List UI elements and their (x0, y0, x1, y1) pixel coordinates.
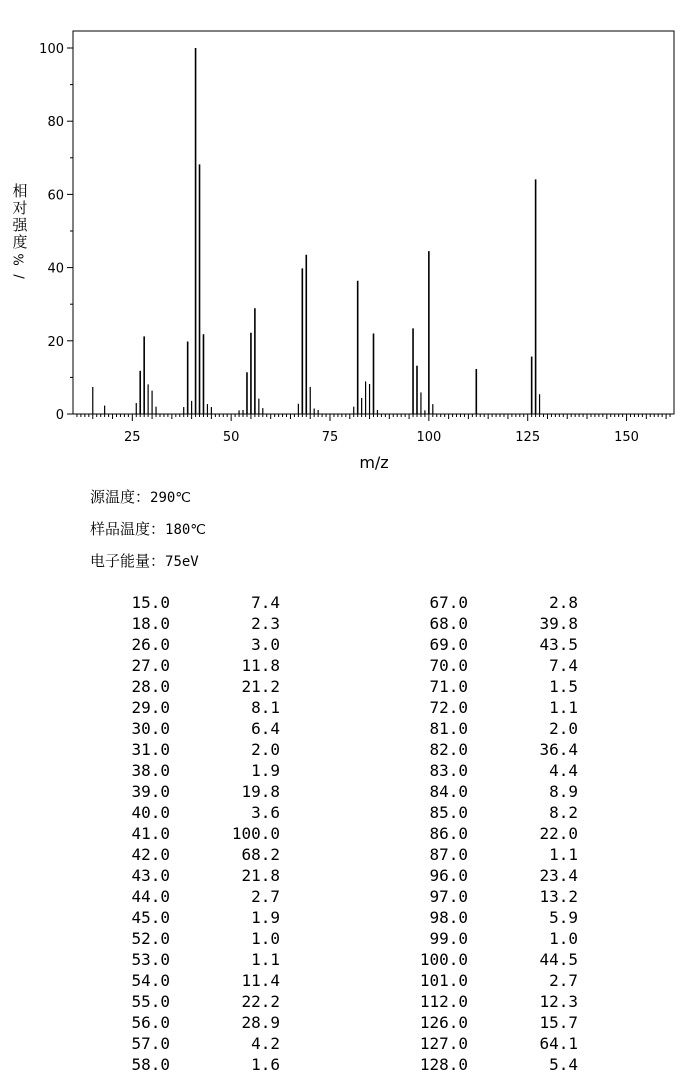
peak-mz: 40.0 (131, 803, 170, 822)
peak-intensity: 7.4 (251, 593, 280, 612)
peak-mz: 85.0 (429, 803, 468, 822)
y-axis-label-char: 强 (12, 216, 28, 234)
peak-mz: 54.0 (131, 971, 170, 990)
peak-table-row (0, 613, 696, 634)
peak-intensity: 4.2 (251, 1034, 280, 1053)
peak-table-row (0, 823, 696, 844)
peak-mz: 52.0 (131, 929, 170, 948)
x-tick-label: 125 (515, 430, 541, 445)
peak-mz: 101.0 (419, 971, 468, 990)
peak-intensity: 28.9 (241, 1013, 280, 1032)
peak-mz: 100.0 (419, 950, 468, 969)
peak-intensity: 3.6 (251, 803, 280, 822)
peak-mz: 126.0 (419, 1013, 468, 1032)
peak-table-row (0, 655, 696, 676)
peak-intensity: 22.2 (241, 992, 280, 1011)
peak-intensity: 8.2 (549, 803, 578, 822)
sample-temperature-value: 180℃ (165, 522, 207, 538)
peak-intensity: 12.3 (539, 992, 578, 1011)
peak-intensity: 19.8 (241, 782, 280, 801)
peak-mz: 18.0 (131, 614, 170, 633)
peak-intensity: 1.1 (549, 698, 578, 717)
peak-intensity: 5.4 (549, 1055, 578, 1074)
peak-mz: 38.0 (131, 761, 170, 780)
peak-mz: 69.0 (429, 635, 468, 654)
source-temperature (90, 486, 191, 507)
peak-table-row (0, 865, 696, 886)
peak-table-row (0, 991, 696, 1012)
peak-intensity: 21.2 (241, 677, 280, 696)
peak-table-row (0, 781, 696, 802)
y-axis-label-char: / (12, 274, 28, 279)
peak-mz: 127.0 (419, 1034, 468, 1053)
peak-mz: 67.0 (429, 593, 468, 612)
peak-mz: 128.0 (419, 1055, 468, 1074)
peak-mz: 86.0 (429, 824, 468, 843)
y-tick-label: 0 (55, 408, 64, 423)
peak-mz: 28.0 (131, 677, 170, 696)
peak-table-row (0, 802, 696, 823)
x-tick-label: 75 (321, 430, 339, 445)
x-tick-label: 50 (222, 430, 240, 445)
peak-intensity: 2.3 (251, 614, 280, 633)
electron-energy-value: 75eV (165, 554, 199, 570)
peak-mz: 15.0 (131, 593, 170, 612)
peak-mz: 112.0 (419, 992, 468, 1011)
peak-mz: 30.0 (131, 719, 170, 738)
peak-mz: 68.0 (429, 614, 468, 633)
y-tick-label: 20 (47, 334, 64, 350)
peak-intensity: 21.8 (241, 866, 280, 885)
peak-table-right (0, 592, 696, 1075)
peak-table-row (0, 1012, 696, 1033)
peak-mz: 58.0 (131, 1055, 170, 1074)
peak-mz: 97.0 (429, 887, 468, 906)
electron-energy (90, 550, 199, 571)
peak-table-row (0, 970, 696, 991)
peak-table-row (0, 844, 696, 865)
peak-mz: 57.0 (131, 1034, 170, 1053)
peak-intensity: 13.2 (539, 887, 578, 906)
peak-table-row (0, 697, 696, 718)
x-tick-label: 100 (416, 430, 442, 445)
peak-intensity: 11.8 (241, 656, 280, 675)
peak-table-row (0, 676, 696, 697)
y-tick-label: 100 (39, 42, 64, 57)
source-temperature-label: 源温度： (90, 488, 151, 506)
peak-intensity: 4.4 (549, 761, 578, 780)
peak-intensity: 15.7 (539, 1013, 578, 1032)
peak-intensity: 1.0 (251, 929, 280, 948)
peak-mz: 42.0 (131, 845, 170, 864)
peak-mz: 70.0 (429, 656, 468, 675)
peak-mz: 31.0 (131, 740, 170, 759)
peak-mz: 43.0 (131, 866, 170, 885)
peak-mz: 81.0 (429, 719, 468, 738)
peak-intensity: 2.0 (251, 740, 280, 759)
peak-intensity: 7.4 (549, 656, 578, 675)
peak-intensity: 3.0 (251, 635, 280, 654)
y-axis-label-char: % (12, 253, 28, 266)
peak-mz: 27.0 (131, 656, 170, 675)
peak-intensity: 100.0 (231, 824, 280, 843)
y-axis-label (10, 183, 30, 285)
sample-temperature (90, 518, 206, 539)
peak-intensity: 39.8 (539, 614, 578, 633)
spectrum-peaks (93, 48, 540, 414)
y-axis-label-char: 对 (12, 199, 28, 217)
peak-intensity: 6.4 (251, 719, 280, 738)
peak-intensity: 8.9 (549, 782, 578, 801)
y-tick-label: 40 (47, 261, 64, 277)
peak-mz: 84.0 (429, 782, 468, 801)
peak-mz: 99.0 (429, 929, 468, 948)
peak-table-row (0, 1054, 696, 1075)
peak-intensity: 8.1 (251, 698, 280, 717)
x-axis-ticks (77, 414, 670, 445)
peak-intensity: 1.9 (251, 761, 280, 780)
peak-mz: 96.0 (429, 866, 468, 885)
y-tick-label: 80 (47, 115, 64, 131)
peak-intensity: 2.0 (549, 719, 578, 738)
peak-intensity: 68.2 (241, 845, 280, 864)
x-tick-label: 25 (124, 430, 141, 445)
peak-intensity: 1.6 (251, 1055, 280, 1074)
peak-table-row (0, 928, 696, 949)
peak-mz: 53.0 (131, 950, 170, 969)
peak-table-row (0, 1033, 696, 1054)
peak-intensity: 44.5 (539, 950, 578, 969)
x-axis-label: m/z (359, 453, 389, 472)
peak-intensity: 1.5 (549, 677, 578, 696)
peak-intensity: 1.1 (251, 950, 280, 969)
peak-intensity: 23.4 (539, 866, 578, 885)
y-axis-label-char: 相 (12, 182, 28, 200)
peak-table-row (0, 634, 696, 655)
peak-table-row (0, 886, 696, 907)
peak-mz: 72.0 (429, 698, 468, 717)
mass-spectrum-chart (0, 0, 696, 480)
y-axis-label-char: 度 (12, 233, 28, 251)
peak-intensity: 43.5 (539, 635, 578, 654)
peak-table-row (0, 760, 696, 781)
y-tick-label: 60 (47, 188, 64, 204)
peak-intensity: 2.7 (549, 971, 578, 990)
sample-temperature-label: 样品温度： (90, 520, 166, 538)
peak-table-row (0, 907, 696, 928)
peak-intensity: 5.9 (549, 908, 578, 927)
peak-mz: 41.0 (131, 824, 170, 843)
peak-mz: 26.0 (131, 635, 170, 654)
y-axis-ticks (39, 42, 73, 423)
peak-mz: 56.0 (131, 1013, 170, 1032)
peak-intensity: 36.4 (539, 740, 578, 759)
peak-intensity: 11.4 (241, 971, 280, 990)
peak-intensity: 22.0 (539, 824, 578, 843)
electron-energy-label: 电子能量： (90, 552, 166, 570)
peak-mz: 44.0 (131, 887, 170, 906)
peak-mz: 29.0 (131, 698, 170, 717)
peak-mz: 87.0 (429, 845, 468, 864)
peak-intensity: 2.8 (549, 593, 578, 612)
peak-intensity: 64.1 (539, 1034, 578, 1053)
peak-mz: 98.0 (429, 908, 468, 927)
source-temperature-value: 290℃ (150, 490, 192, 506)
x-tick-label: 150 (614, 430, 639, 445)
peak-mz: 82.0 (429, 740, 468, 759)
peak-table-row (0, 949, 696, 970)
peak-mz: 55.0 (131, 992, 170, 1011)
peak-intensity: 1.1 (549, 845, 578, 864)
peak-table-row (0, 718, 696, 739)
peak-intensity: 1.9 (251, 908, 280, 927)
peak-table-row (0, 739, 696, 760)
peak-mz: 39.0 (131, 782, 170, 801)
peak-mz: 83.0 (429, 761, 468, 780)
peak-intensity: 1.0 (549, 929, 578, 948)
peak-mz: 45.0 (131, 908, 170, 927)
peak-intensity: 2.7 (251, 887, 280, 906)
peak-mz: 71.0 (429, 677, 468, 696)
peak-table-row (0, 592, 696, 613)
